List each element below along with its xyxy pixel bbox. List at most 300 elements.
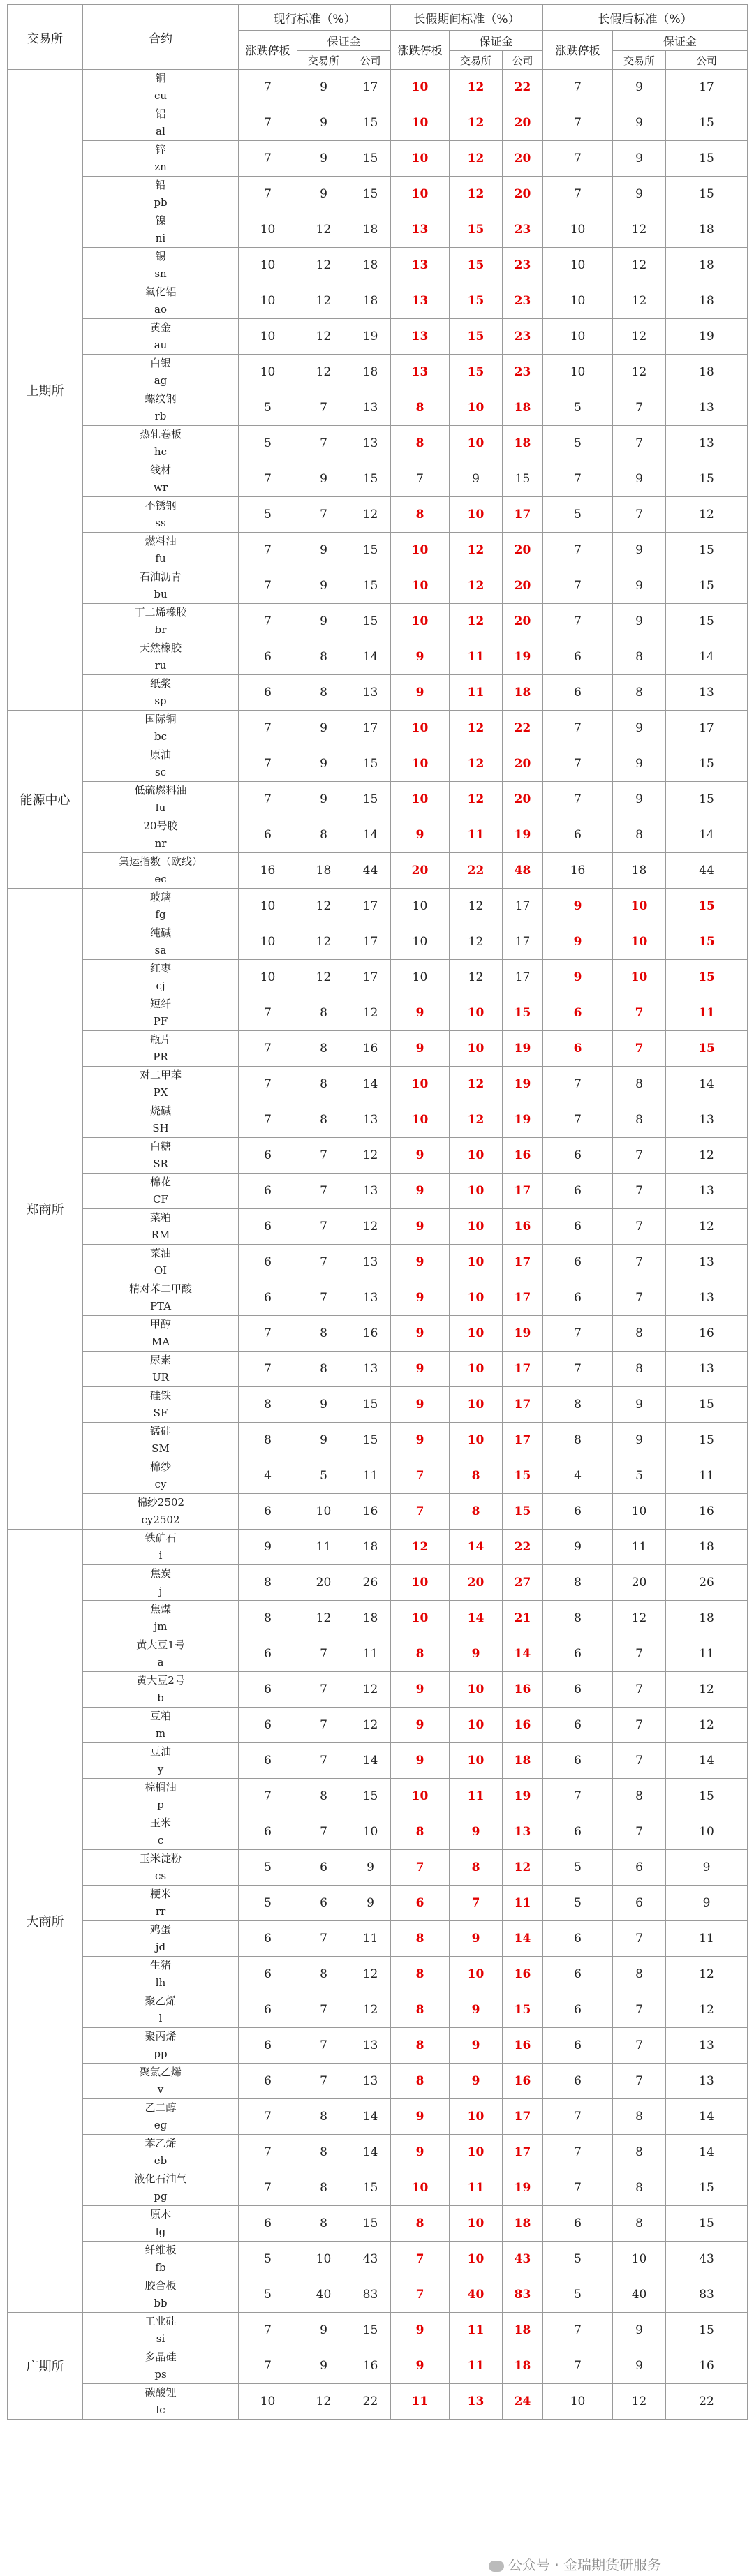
table-body xyxy=(8,70,748,2420)
after-exch-margin-cell: 10 xyxy=(613,960,666,995)
after-limit-cell: 7 xyxy=(543,177,613,212)
holiday-exch-margin-cell: 12 xyxy=(450,105,503,141)
holiday-exch-margin-cell: 12 xyxy=(450,70,503,105)
holiday-exch-margin-cell: 8 xyxy=(450,1850,503,1886)
current-exch-margin-cell: 8 xyxy=(297,2099,350,2135)
current-exch-margin-cell: 6 xyxy=(297,1850,350,1886)
holiday-limit-cell: 9 xyxy=(391,2135,450,2170)
holiday-exch-margin-cell: 10 xyxy=(450,1387,503,1423)
holiday-company-margin-cell: 22 xyxy=(503,1530,543,1565)
contract-cell xyxy=(83,1209,239,1245)
after-company-margin-cell: 12 xyxy=(666,1672,748,1708)
current-company-margin-cell: 16 xyxy=(350,1494,391,1530)
holiday-exch-margin-cell: 14 xyxy=(450,1601,503,1636)
holiday-exch-margin-cell: 12 xyxy=(450,141,503,177)
contract-cell xyxy=(83,1352,239,1387)
table-row xyxy=(8,426,748,461)
current-limit-cell: 7 xyxy=(239,1102,297,1138)
current-company-margin-cell: 22 xyxy=(350,2384,391,2420)
current-company-margin-cell: 17 xyxy=(350,924,391,960)
holiday-company-margin-cell: 20 xyxy=(503,533,543,568)
table-row xyxy=(8,1280,748,1316)
contract-code: fb xyxy=(155,2261,166,2274)
after-limit-cell: 6 xyxy=(543,1031,613,1067)
after-exch-margin-cell: 12 xyxy=(613,2384,666,2420)
current-limit-cell: 8 xyxy=(239,1387,297,1423)
margin-table xyxy=(7,4,748,2420)
after-limit-cell: 9 xyxy=(543,924,613,960)
after-exch-margin-cell: 20 xyxy=(613,1565,666,1601)
contract-name: 铁矿石 xyxy=(145,1532,177,1544)
current-company-margin-cell: 12 xyxy=(350,497,391,533)
after-exch-margin-cell: 10 xyxy=(613,889,666,924)
contract-code: SR xyxy=(153,1157,168,1170)
after-company-margin-cell: 13 xyxy=(666,390,748,426)
table-row xyxy=(8,675,748,711)
contract-cell xyxy=(83,1957,239,1992)
holiday-limit-cell: 10 xyxy=(391,568,450,604)
holiday-limit-cell: 12 xyxy=(391,1530,450,1565)
contract-code: y xyxy=(157,1763,164,1775)
contract-name: 短纤 xyxy=(149,998,171,1010)
contract-name: 锌 xyxy=(155,143,166,156)
holiday-company-margin-cell: 20 xyxy=(503,141,543,177)
contract-name: 聚氯乙烯 xyxy=(139,2066,182,2078)
contract-code: ao xyxy=(154,303,167,316)
table-row xyxy=(8,2064,748,2099)
holiday-limit-cell: 10 xyxy=(391,889,450,924)
holiday-company-margin-cell: 17 xyxy=(503,960,543,995)
contract-cell xyxy=(83,1992,239,2028)
current-limit-cell: 8 xyxy=(239,1423,297,1458)
contract-name: 黄大豆1号 xyxy=(136,1638,185,1651)
holiday-company-margin-cell: 27 xyxy=(503,1565,543,1601)
holiday-limit-cell: 10 xyxy=(391,105,450,141)
current-exch-margin-cell: 8 xyxy=(297,1316,350,1352)
holiday-limit-cell: 10 xyxy=(391,746,450,782)
contract-code: fu xyxy=(155,552,166,565)
current-exch-margin-cell: 12 xyxy=(297,889,350,924)
holiday-limit-cell: 9 xyxy=(391,2348,450,2384)
current-limit-cell: 16 xyxy=(239,853,297,889)
current-company-margin-cell: 17 xyxy=(350,960,391,995)
holiday-company-margin-cell: 16 xyxy=(503,2064,543,2099)
after-limit-cell: 6 xyxy=(543,1672,613,1708)
current-company-margin-cell: 13 xyxy=(350,390,391,426)
table-row xyxy=(8,497,748,533)
after-company-margin-cell: 10 xyxy=(666,1814,748,1850)
contract-cell xyxy=(83,1708,239,1743)
contract-code: sc xyxy=(154,766,167,778)
holiday-exch-margin-cell: 10 xyxy=(450,1245,503,1280)
contract-cell xyxy=(83,782,239,817)
contract-name: 棉花 xyxy=(149,1176,171,1188)
after-exch-margin-cell: 8 xyxy=(613,2206,666,2242)
contract-name: 甲醇 xyxy=(149,1318,171,1331)
holiday-exch-margin-cell: 9 xyxy=(450,1636,503,1672)
header-after-margin: 保证金 xyxy=(613,31,748,51)
holiday-company-margin-cell: 14 xyxy=(503,1636,543,1672)
holiday-company-margin-cell: 16 xyxy=(503,1138,543,1174)
holiday-limit-cell: 8 xyxy=(391,2064,450,2099)
holiday-company-margin-cell: 22 xyxy=(503,711,543,746)
after-company-margin-cell: 14 xyxy=(666,1743,748,1779)
holiday-exch-margin-cell: 9 xyxy=(450,2028,503,2064)
holiday-company-margin-cell: 19 xyxy=(503,817,543,853)
holiday-limit-cell: 10 xyxy=(391,960,450,995)
holiday-limit-cell: 9 xyxy=(391,2313,450,2348)
contract-name: 铜 xyxy=(155,72,166,84)
holiday-limit-cell: 9 xyxy=(391,1708,450,1743)
contract-code: lg xyxy=(155,2226,166,2238)
holiday-limit-cell: 8 xyxy=(391,2028,450,2064)
contract-cell xyxy=(83,2206,239,2242)
contract-cell xyxy=(83,2170,239,2206)
current-company-margin-cell: 11 xyxy=(350,1636,391,1672)
after-company-margin-cell: 9 xyxy=(666,1886,748,1921)
holiday-exch-margin-cell: 10 xyxy=(450,1031,503,1067)
contract-name: 豆粕 xyxy=(149,1710,171,1722)
holiday-company-margin-cell: 23 xyxy=(503,319,543,355)
current-exch-margin-cell: 5 xyxy=(297,1458,350,1494)
current-limit-cell: 8 xyxy=(239,1601,297,1636)
current-limit-cell: 7 xyxy=(239,1352,297,1387)
current-company-margin-cell: 26 xyxy=(350,1565,391,1601)
after-limit-cell: 6 xyxy=(543,1921,613,1957)
holiday-exch-margin-cell: 10 xyxy=(450,995,503,1031)
current-exch-margin-cell: 9 xyxy=(297,1387,350,1423)
contract-code: bu xyxy=(154,588,168,600)
after-company-margin-cell: 17 xyxy=(666,70,748,105)
after-company-margin-cell: 13 xyxy=(666,1245,748,1280)
after-exch-margin-cell: 8 xyxy=(613,2099,666,2135)
current-exch-margin-cell: 7 xyxy=(297,1174,350,1209)
holiday-company-margin-cell: 18 xyxy=(503,675,543,711)
after-company-margin-cell: 15 xyxy=(666,746,748,782)
after-limit-cell: 7 xyxy=(543,2135,613,2170)
current-company-margin-cell: 15 xyxy=(350,461,391,497)
current-limit-cell: 10 xyxy=(239,355,297,390)
after-limit-cell: 7 xyxy=(543,1779,613,1814)
holiday-exch-margin-cell: 10 xyxy=(450,1957,503,1992)
contract-code: hc xyxy=(154,445,168,458)
holiday-company-margin-cell: 18 xyxy=(503,426,543,461)
after-exch-margin-cell: 8 xyxy=(613,2170,666,2206)
after-limit-cell: 6 xyxy=(543,995,613,1031)
table-header xyxy=(8,5,748,70)
contract-name: 线材 xyxy=(149,464,171,476)
current-exch-margin-cell: 10 xyxy=(297,2242,350,2277)
holiday-limit-cell: 10 xyxy=(391,1565,450,1601)
after-exch-margin-cell: 7 xyxy=(613,995,666,1031)
current-limit-cell: 10 xyxy=(239,283,297,319)
current-company-margin-cell: 15 xyxy=(350,604,391,639)
holiday-exch-margin-cell: 12 xyxy=(450,960,503,995)
holiday-company-margin-cell: 20 xyxy=(503,105,543,141)
holiday-company-margin-cell: 23 xyxy=(503,248,543,283)
current-exch-margin-cell: 7 xyxy=(297,426,350,461)
current-limit-cell: 6 xyxy=(239,639,297,675)
contract-code: al xyxy=(156,125,165,138)
header-holiday-company-margin: 公司 xyxy=(503,51,543,70)
after-exch-margin-cell: 12 xyxy=(613,283,666,319)
contract-code: si xyxy=(156,2332,165,2345)
header-after-limit: 涨跌停板 xyxy=(543,31,613,70)
contract-code: SF xyxy=(153,1407,168,1419)
contract-code: m xyxy=(155,1727,166,1740)
holiday-exch-margin-cell: 8 xyxy=(450,1458,503,1494)
current-company-margin-cell: 12 xyxy=(350,1992,391,2028)
current-company-margin-cell: 16 xyxy=(350,2348,391,2384)
current-exch-margin-cell: 9 xyxy=(297,177,350,212)
holiday-exch-margin-cell: 20 xyxy=(450,1565,503,1601)
current-company-margin-cell: 12 xyxy=(350,995,391,1031)
current-exch-margin-cell: 9 xyxy=(297,461,350,497)
holiday-limit-cell: 9 xyxy=(391,1138,450,1174)
after-exch-margin-cell: 8 xyxy=(613,2135,666,2170)
contract-name: 烧碱 xyxy=(149,1104,171,1117)
after-limit-cell: 7 xyxy=(543,533,613,568)
holiday-company-margin-cell: 17 xyxy=(503,889,543,924)
after-limit-cell: 6 xyxy=(543,2206,613,2242)
holiday-company-margin-cell: 17 xyxy=(503,924,543,960)
contract-cell xyxy=(83,1458,239,1494)
after-limit-cell: 6 xyxy=(543,1708,613,1743)
holiday-limit-cell: 10 xyxy=(391,141,450,177)
current-company-margin-cell: 15 xyxy=(350,177,391,212)
current-company-margin-cell: 83 xyxy=(350,2277,391,2313)
after-limit-cell: 6 xyxy=(543,1636,613,1672)
contract-name: 原油 xyxy=(149,748,171,761)
holiday-company-margin-cell: 23 xyxy=(503,283,543,319)
after-exch-margin-cell: 7 xyxy=(613,1921,666,1957)
after-limit-cell: 6 xyxy=(543,675,613,711)
contract-code: rr xyxy=(155,1905,166,1918)
contract-code: cy2502 xyxy=(141,1513,180,1526)
holiday-company-margin-cell: 15 xyxy=(503,461,543,497)
current-exch-margin-cell: 12 xyxy=(297,2384,350,2420)
current-exch-margin-cell: 9 xyxy=(297,533,350,568)
current-exch-margin-cell: 7 xyxy=(297,497,350,533)
current-limit-cell: 7 xyxy=(239,1031,297,1067)
after-limit-cell: 5 xyxy=(543,2277,613,2313)
contract-name: 纯碱 xyxy=(149,926,171,939)
current-limit-cell: 6 xyxy=(239,1209,297,1245)
contract-name: 玻璃 xyxy=(149,891,171,903)
holiday-limit-cell: 6 xyxy=(391,1886,450,1921)
contract-name: 红枣 xyxy=(149,962,171,975)
table-row xyxy=(8,1530,748,1565)
contract-cell xyxy=(83,1850,239,1886)
current-company-margin-cell: 19 xyxy=(350,319,391,355)
holiday-exch-margin-cell: 11 xyxy=(450,1779,503,1814)
holiday-exch-margin-cell: 15 xyxy=(450,319,503,355)
contract-code: PTA xyxy=(149,1300,172,1312)
current-company-margin-cell: 15 xyxy=(350,782,391,817)
after-company-margin-cell: 15 xyxy=(666,177,748,212)
current-exch-margin-cell: 8 xyxy=(297,1031,350,1067)
table-row xyxy=(8,1067,748,1102)
current-company-margin-cell: 15 xyxy=(350,1779,391,1814)
contract-name: 菜粕 xyxy=(149,1211,171,1224)
after-limit-cell: 8 xyxy=(543,1601,613,1636)
after-exch-margin-cell: 9 xyxy=(613,70,666,105)
table-row xyxy=(8,1102,748,1138)
current-exch-margin-cell: 9 xyxy=(297,105,350,141)
holiday-limit-cell: 8 xyxy=(391,1957,450,1992)
table-row xyxy=(8,2348,748,2384)
after-company-margin-cell: 15 xyxy=(666,924,748,960)
current-limit-cell: 10 xyxy=(239,212,297,248)
holiday-limit-cell: 9 xyxy=(391,1352,450,1387)
holiday-company-margin-cell: 17 xyxy=(503,1423,543,1458)
current-company-margin-cell: 18 xyxy=(350,212,391,248)
exchange-name: 上期所 xyxy=(8,70,83,711)
contract-cell xyxy=(83,639,239,675)
after-exch-margin-cell: 12 xyxy=(613,212,666,248)
holiday-limit-cell: 13 xyxy=(391,319,450,355)
current-company-margin-cell: 13 xyxy=(350,2028,391,2064)
current-limit-cell: 7 xyxy=(239,2099,297,2135)
table-row xyxy=(8,1494,748,1530)
table-row xyxy=(8,1138,748,1174)
after-company-margin-cell: 13 xyxy=(666,1102,748,1138)
holiday-exch-margin-cell: 11 xyxy=(450,675,503,711)
holiday-company-margin-cell: 23 xyxy=(503,355,543,390)
contract-cell xyxy=(83,2242,239,2277)
holiday-limit-cell: 8 xyxy=(391,1921,450,1957)
contract-cell xyxy=(83,1174,239,1209)
contract-name: 工业硅 xyxy=(145,2315,177,2327)
current-limit-cell: 5 xyxy=(239,1850,297,1886)
holiday-limit-cell: 7 xyxy=(391,1458,450,1494)
current-company-margin-cell: 15 xyxy=(350,2313,391,2348)
current-exch-margin-cell: 7 xyxy=(297,1992,350,2028)
contract-code: bb xyxy=(154,2297,168,2309)
holiday-company-margin-cell: 17 xyxy=(503,1280,543,1316)
current-limit-cell: 7 xyxy=(239,711,297,746)
contract-cell xyxy=(83,1565,239,1601)
after-company-margin-cell: 15 xyxy=(666,141,748,177)
contract-name: 焦炭 xyxy=(149,1567,171,1580)
holiday-company-margin-cell: 17 xyxy=(503,1174,543,1209)
table-row xyxy=(8,1352,748,1387)
holiday-limit-cell: 9 xyxy=(391,1209,450,1245)
current-company-margin-cell: 16 xyxy=(350,1316,391,1352)
after-company-margin-cell: 15 xyxy=(666,533,748,568)
after-limit-cell: 7 xyxy=(543,746,613,782)
after-exch-margin-cell: 6 xyxy=(613,1850,666,1886)
holiday-company-margin-cell: 17 xyxy=(503,1245,543,1280)
holiday-company-margin-cell: 15 xyxy=(503,1494,543,1530)
table-row xyxy=(8,1921,748,1957)
after-limit-cell: 7 xyxy=(543,461,613,497)
contract-cell xyxy=(83,1423,239,1458)
current-exch-margin-cell: 12 xyxy=(297,212,350,248)
contract-cell xyxy=(83,1672,239,1708)
after-limit-cell: 6 xyxy=(543,1814,613,1850)
after-exch-margin-cell: 7 xyxy=(613,1280,666,1316)
contract-cell xyxy=(83,533,239,568)
current-company-margin-cell: 15 xyxy=(350,1423,391,1458)
holiday-limit-cell: 9 xyxy=(391,1423,450,1458)
holiday-exch-margin-cell: 10 xyxy=(450,1352,503,1387)
current-limit-cell: 10 xyxy=(239,319,297,355)
holiday-company-margin-cell: 16 xyxy=(503,1209,543,1245)
contract-name: 硅铁 xyxy=(149,1389,171,1402)
holiday-company-margin-cell: 20 xyxy=(503,604,543,639)
table-row xyxy=(8,568,748,604)
contract-code: OI xyxy=(154,1264,168,1277)
contract-cell xyxy=(83,675,239,711)
after-exch-margin-cell: 8 xyxy=(613,675,666,711)
holiday-exch-margin-cell: 40 xyxy=(450,2277,503,2313)
current-limit-cell: 6 xyxy=(239,1174,297,1209)
contract-name: 黄金 xyxy=(149,321,171,334)
table-row xyxy=(8,960,748,995)
current-exch-margin-cell: 8 xyxy=(297,675,350,711)
contract-cell xyxy=(83,1245,239,1280)
holiday-exch-margin-cell: 10 xyxy=(450,2242,503,2277)
contract-name: 对二甲苯 xyxy=(139,1069,182,1081)
contract-cell xyxy=(83,1530,239,1565)
after-limit-cell: 8 xyxy=(543,1423,613,1458)
current-company-margin-cell: 15 xyxy=(350,2170,391,2206)
watermark-text: 公众号 · 金瑞期货研服务 xyxy=(508,2556,662,2573)
holiday-exch-margin-cell: 10 xyxy=(450,426,503,461)
current-limit-cell: 9 xyxy=(239,1530,297,1565)
contract-code: ru xyxy=(154,659,167,672)
holiday-exch-margin-cell: 10 xyxy=(450,1280,503,1316)
after-limit-cell: 7 xyxy=(543,568,613,604)
header-holiday-margin: 保证金 xyxy=(450,31,543,51)
holiday-exch-margin-cell: 12 xyxy=(450,889,503,924)
after-limit-cell: 10 xyxy=(543,248,613,283)
contract-cell xyxy=(83,1601,239,1636)
after-company-margin-cell: 13 xyxy=(666,2064,748,2099)
watermark xyxy=(489,2554,661,2574)
table-row xyxy=(8,1458,748,1494)
table-row xyxy=(8,1992,748,2028)
after-exch-margin-cell: 8 xyxy=(613,1779,666,1814)
exchange-name: 能源中心 xyxy=(8,711,83,889)
after-limit-cell: 5 xyxy=(543,1850,613,1886)
holiday-exch-margin-cell: 11 xyxy=(450,639,503,675)
current-company-margin-cell: 18 xyxy=(350,283,391,319)
after-company-margin-cell: 12 xyxy=(666,1992,748,2028)
after-company-margin-cell: 16 xyxy=(666,1316,748,1352)
current-limit-cell: 6 xyxy=(239,1280,297,1316)
holiday-limit-cell: 20 xyxy=(391,853,450,889)
after-limit-cell: 7 xyxy=(543,782,613,817)
holiday-limit-cell: 9 xyxy=(391,1672,450,1708)
contract-cell xyxy=(83,105,239,141)
contract-code: eb xyxy=(154,2154,168,2167)
contract-code: cy xyxy=(154,1478,167,1490)
current-limit-cell: 7 xyxy=(239,604,297,639)
contract-code: br xyxy=(154,623,167,636)
holiday-company-margin-cell: 48 xyxy=(503,853,543,889)
holiday-company-margin-cell: 16 xyxy=(503,1672,543,1708)
contract-code: au xyxy=(154,339,168,351)
current-exch-margin-cell: 9 xyxy=(297,70,350,105)
current-exch-margin-cell: 7 xyxy=(297,390,350,426)
after-exch-margin-cell: 7 xyxy=(613,1138,666,1174)
contract-cell xyxy=(83,390,239,426)
holiday-limit-cell: 13 xyxy=(391,355,450,390)
current-company-margin-cell: 9 xyxy=(350,1850,391,1886)
contract-code: RM xyxy=(151,1229,170,1241)
